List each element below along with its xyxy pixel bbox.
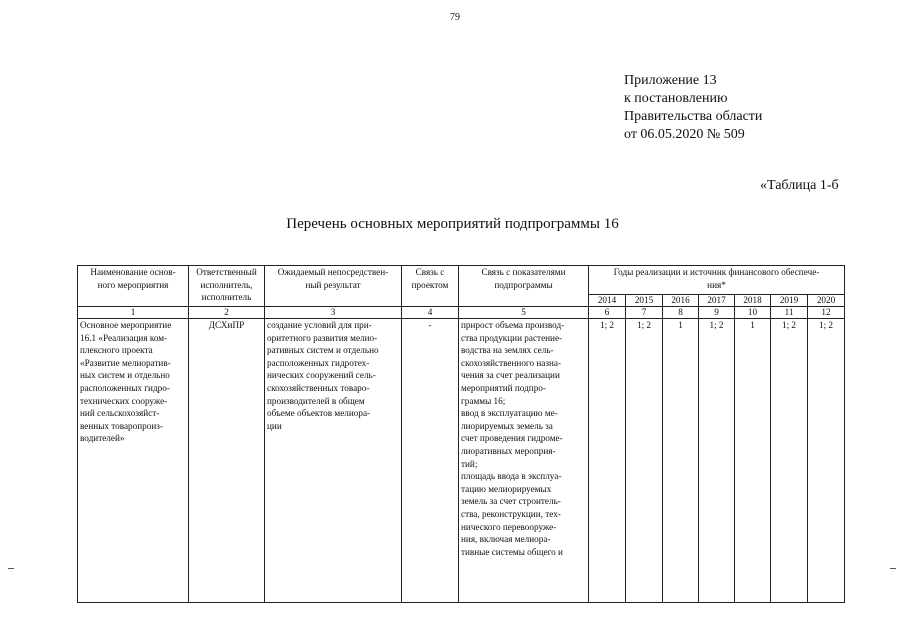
indicator-line: мероприятий подпро- xyxy=(461,382,546,393)
financing-cell-2014: 1; 2 xyxy=(589,319,626,603)
column-number: 2 xyxy=(189,307,265,319)
header-name xyxy=(78,266,189,307)
header-years-line: Годы реализации и источник финансового обеспече- xyxy=(613,267,820,277)
scan-margin-mark xyxy=(890,568,896,569)
measure-name-line: 16.1 «Реализация ком- xyxy=(80,332,168,343)
column-number: 11 xyxy=(771,307,808,319)
indicator-line: нического перевооруже- xyxy=(461,521,557,532)
indicator-line: граммы 16; xyxy=(461,395,506,406)
indicators-cell xyxy=(459,319,589,603)
page-number: 79 xyxy=(450,12,460,23)
indicator-line: прирост объема производ- xyxy=(461,320,565,330)
header-name-line: Наименование основ- xyxy=(90,267,176,277)
indicator-line: тивные системы общего и xyxy=(461,546,563,557)
header-project-line: проектом xyxy=(411,279,449,290)
year-header: 2019 xyxy=(771,295,808,307)
indicator-line: водства на землях сель- xyxy=(461,345,554,356)
measure-name-line: технических сооруже- xyxy=(80,395,168,406)
header-indicators-line: Связь с показателями xyxy=(481,267,566,277)
header-name-line: ного мероприятия xyxy=(97,279,169,290)
appendix-line-1: Приложение 13 xyxy=(624,73,717,88)
financing-cell-2018: 1 xyxy=(735,319,771,603)
measure-name-line: ных систем и отдельно xyxy=(80,370,170,381)
column-number: 6 xyxy=(589,307,626,319)
table-label: «Таблица 1-б xyxy=(760,178,839,193)
result-cell xyxy=(265,319,402,603)
indicator-line: ства, реконструкции, тех- xyxy=(461,508,561,519)
appendix-block xyxy=(624,72,762,144)
financing-cell-2016: 1 xyxy=(663,319,699,603)
column-number: 9 xyxy=(699,307,735,319)
indicator-line: лиорируемых земель за xyxy=(461,420,553,431)
header-project xyxy=(402,266,459,307)
measure-name-line: Основное мероприятие xyxy=(80,320,172,330)
result-line: расположенных гидротех- xyxy=(267,357,370,368)
indicator-line: тацию мелиорируемых xyxy=(461,483,552,494)
indicator-line: скохозяйственного назна- xyxy=(461,357,562,368)
year-header: 2016 xyxy=(663,295,699,307)
indicator-line: чения за счет реализации xyxy=(461,370,560,381)
year-header: 2014 xyxy=(589,295,626,307)
measure-name-line: расположенных гидро- xyxy=(80,382,170,393)
header-indicators-line: подпрограммы xyxy=(494,279,553,290)
financing-cell-2019: 1; 2 xyxy=(771,319,808,603)
measure-name-line: плексного проекта xyxy=(80,345,153,356)
measure-name-cell xyxy=(78,319,189,603)
header-executor-line: исполнитель xyxy=(201,292,252,303)
table-row xyxy=(78,319,845,603)
executor-cell: ДСХиПР xyxy=(189,319,265,603)
header-result-line: Ожидаемый непосредствен- xyxy=(277,267,389,277)
scan-margin-mark xyxy=(8,568,14,569)
measure-name-line: «Развитие мелиоратив- xyxy=(80,357,171,368)
year-header: 2017 xyxy=(699,295,735,307)
header-years-group xyxy=(589,266,845,295)
measures-table xyxy=(77,265,845,603)
year-header: 2018 xyxy=(735,295,771,307)
indicator-line: лиоративных мероприя- xyxy=(461,445,556,456)
year-header: 2015 xyxy=(626,295,663,307)
financing-cell-2015: 1; 2 xyxy=(626,319,663,603)
header-executor-line: Ответственный xyxy=(196,267,257,277)
indicator-line: площадь ввода в эксплуа- xyxy=(461,471,562,482)
indicator-line: земель за счет строитель- xyxy=(461,496,561,507)
column-number: 5 xyxy=(459,307,589,319)
result-line: ративных систем и отдельно xyxy=(267,345,379,356)
column-number: 10 xyxy=(735,307,771,319)
result-line: скохозяйственных товаро- xyxy=(267,382,370,393)
project-cell: - xyxy=(402,319,459,603)
financing-cell-2017: 1; 2 xyxy=(699,319,735,603)
result-line: оритетного развития мелио- xyxy=(267,332,378,343)
indicator-line: ввод в эксплуатацию ме- xyxy=(461,408,558,419)
header-indicators xyxy=(459,266,589,307)
result-line: нических сооружений сель- xyxy=(267,370,376,381)
result-line: создание условий для при- xyxy=(267,320,372,330)
indicator-line: ния, включая мелиора- xyxy=(461,534,551,545)
result-line: производителей в общем xyxy=(267,395,365,406)
indicator-line: счет проведения гидроме- xyxy=(461,433,563,444)
measure-name-line: венных товаропроиз- xyxy=(80,420,163,431)
result-line: ции xyxy=(267,420,282,431)
indicator-line: тий; xyxy=(461,458,478,469)
measure-name-line: ний сельскохозяйст- xyxy=(80,408,160,419)
year-header: 2020 xyxy=(808,295,845,307)
column-number: 12 xyxy=(808,307,845,319)
appendix-line-4: от 06.05.2020 № 509 xyxy=(624,127,745,142)
column-number: 1 xyxy=(78,307,189,319)
appendix-line-3: Правительства области xyxy=(624,109,763,124)
header-result xyxy=(265,266,402,307)
measure-name-line: водителей» xyxy=(80,433,125,444)
header-executor xyxy=(189,266,265,307)
financing-cell-2020: 1; 2 xyxy=(808,319,845,603)
column-number: 7 xyxy=(626,307,663,319)
header-years-line: ния* xyxy=(707,279,726,290)
header-project-line: Связь с xyxy=(415,267,445,277)
indicator-line: ства продукции растение- xyxy=(461,332,563,343)
document-title: Перечень основных мероприятий подпрограммы 16 xyxy=(286,216,619,232)
appendix-line-2: к постановлению xyxy=(624,91,728,106)
column-number: 3 xyxy=(265,307,402,319)
header-result-line: ный результат xyxy=(305,279,361,290)
column-number: 4 xyxy=(402,307,459,319)
column-number: 8 xyxy=(663,307,699,319)
header-executor-line: исполнитель, xyxy=(200,279,253,290)
result-line: объеме объектов мелиора- xyxy=(267,408,371,419)
